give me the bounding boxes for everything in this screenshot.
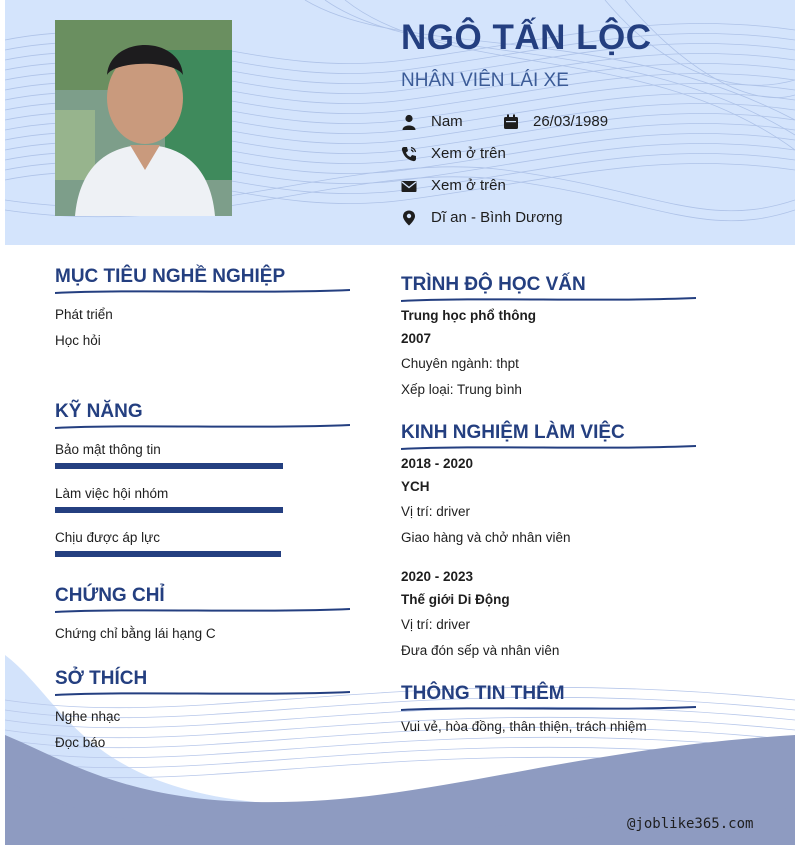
- calendar-icon: [503, 114, 519, 130]
- additional-info-underline: [401, 705, 696, 713]
- objective-title: MỤC TIÊU NGHỀ NGHIỆP: [55, 266, 286, 287]
- skills-underline: [55, 423, 350, 431]
- phone-value: Xem ở trên: [431, 145, 506, 162]
- map-pin-icon: [401, 210, 417, 226]
- header: [5, 0, 795, 245]
- address-row: [401, 209, 563, 226]
- certificates-underline: [55, 607, 350, 615]
- skill-label: Chịu được áp lực: [55, 530, 160, 545]
- email-value: Xem ở trên: [431, 177, 506, 194]
- hobbies-underline: [55, 690, 350, 698]
- email-row: [401, 177, 506, 194]
- address-value: Dĩ an - Bình Dương: [431, 209, 563, 226]
- skill-level-bar: [55, 507, 283, 513]
- skill-label: Bảo mật thông tin: [55, 442, 161, 457]
- objective-line: Phát triển: [55, 307, 113, 322]
- hobby-item: Nghe nhạc: [55, 709, 121, 724]
- job-description: Đưa đón sếp và nhân viên: [401, 643, 560, 658]
- hobby-item: Đọc báo: [55, 735, 106, 750]
- birthdate-value: 26/03/1989: [533, 113, 609, 130]
- phone-row: [401, 145, 506, 162]
- additional-info-title: THÔNG TIN THÊM: [401, 683, 565, 704]
- user-icon: [401, 114, 417, 130]
- gender-value: Nam: [431, 113, 463, 130]
- watermark: @joblike365.com: [627, 816, 754, 832]
- certificates-title: CHỨNG CHỈ: [55, 585, 165, 606]
- experience-title: KINH NGHIỆM LÀM VIỆC: [401, 422, 625, 443]
- experience-underline: [401, 444, 696, 452]
- job-company: Thế giới Di Động: [401, 592, 510, 607]
- birthdate-row: [503, 113, 608, 130]
- job-period: 2018 - 2020: [401, 456, 474, 471]
- cv-page: [5, 0, 795, 845]
- job-description: Giao hàng và chở nhân viên: [401, 530, 571, 545]
- job-position: Vị trí: driver: [401, 504, 471, 519]
- job-title: NHÂN VIÊN LÁI XE: [401, 70, 569, 91]
- additional-info-text: Vui vẻ, hòa đồng, thân thiện, trách nhiệm: [401, 719, 647, 734]
- phone-icon: [401, 146, 417, 162]
- job-period: 2020 - 2023: [401, 569, 474, 584]
- hobbies-title: SỞ THÍCH: [55, 668, 148, 689]
- skill-level-bar: [55, 551, 281, 557]
- objective-underline: [55, 288, 350, 296]
- job-company: YCH: [401, 479, 430, 494]
- candidate-name: NGÔ TẤN LỘC: [401, 18, 652, 57]
- objective-line: Học hỏi: [55, 333, 101, 348]
- education-title: TRÌNH ĐỘ HỌC VẤN: [401, 274, 586, 295]
- education-school: Trung học phổ thông: [401, 308, 536, 323]
- certificate-item: Chứng chỉ bằng lái hạng C: [55, 626, 216, 641]
- job-position: Vị trí: driver: [401, 617, 471, 632]
- education-underline: [401, 296, 696, 304]
- skills-title: KỸ NĂNG: [55, 401, 143, 422]
- education-major: Chuyên ngành: thpt: [401, 356, 519, 371]
- gender-row: [401, 113, 463, 130]
- profile-photo: [55, 20, 232, 216]
- skill-label: Làm việc hội nhóm: [55, 486, 169, 501]
- skill-level-bar: [55, 463, 283, 469]
- education-year: 2007: [401, 331, 432, 346]
- envelope-icon: [401, 178, 417, 194]
- education-rank: Xếp loại: Trung bình: [401, 382, 522, 397]
